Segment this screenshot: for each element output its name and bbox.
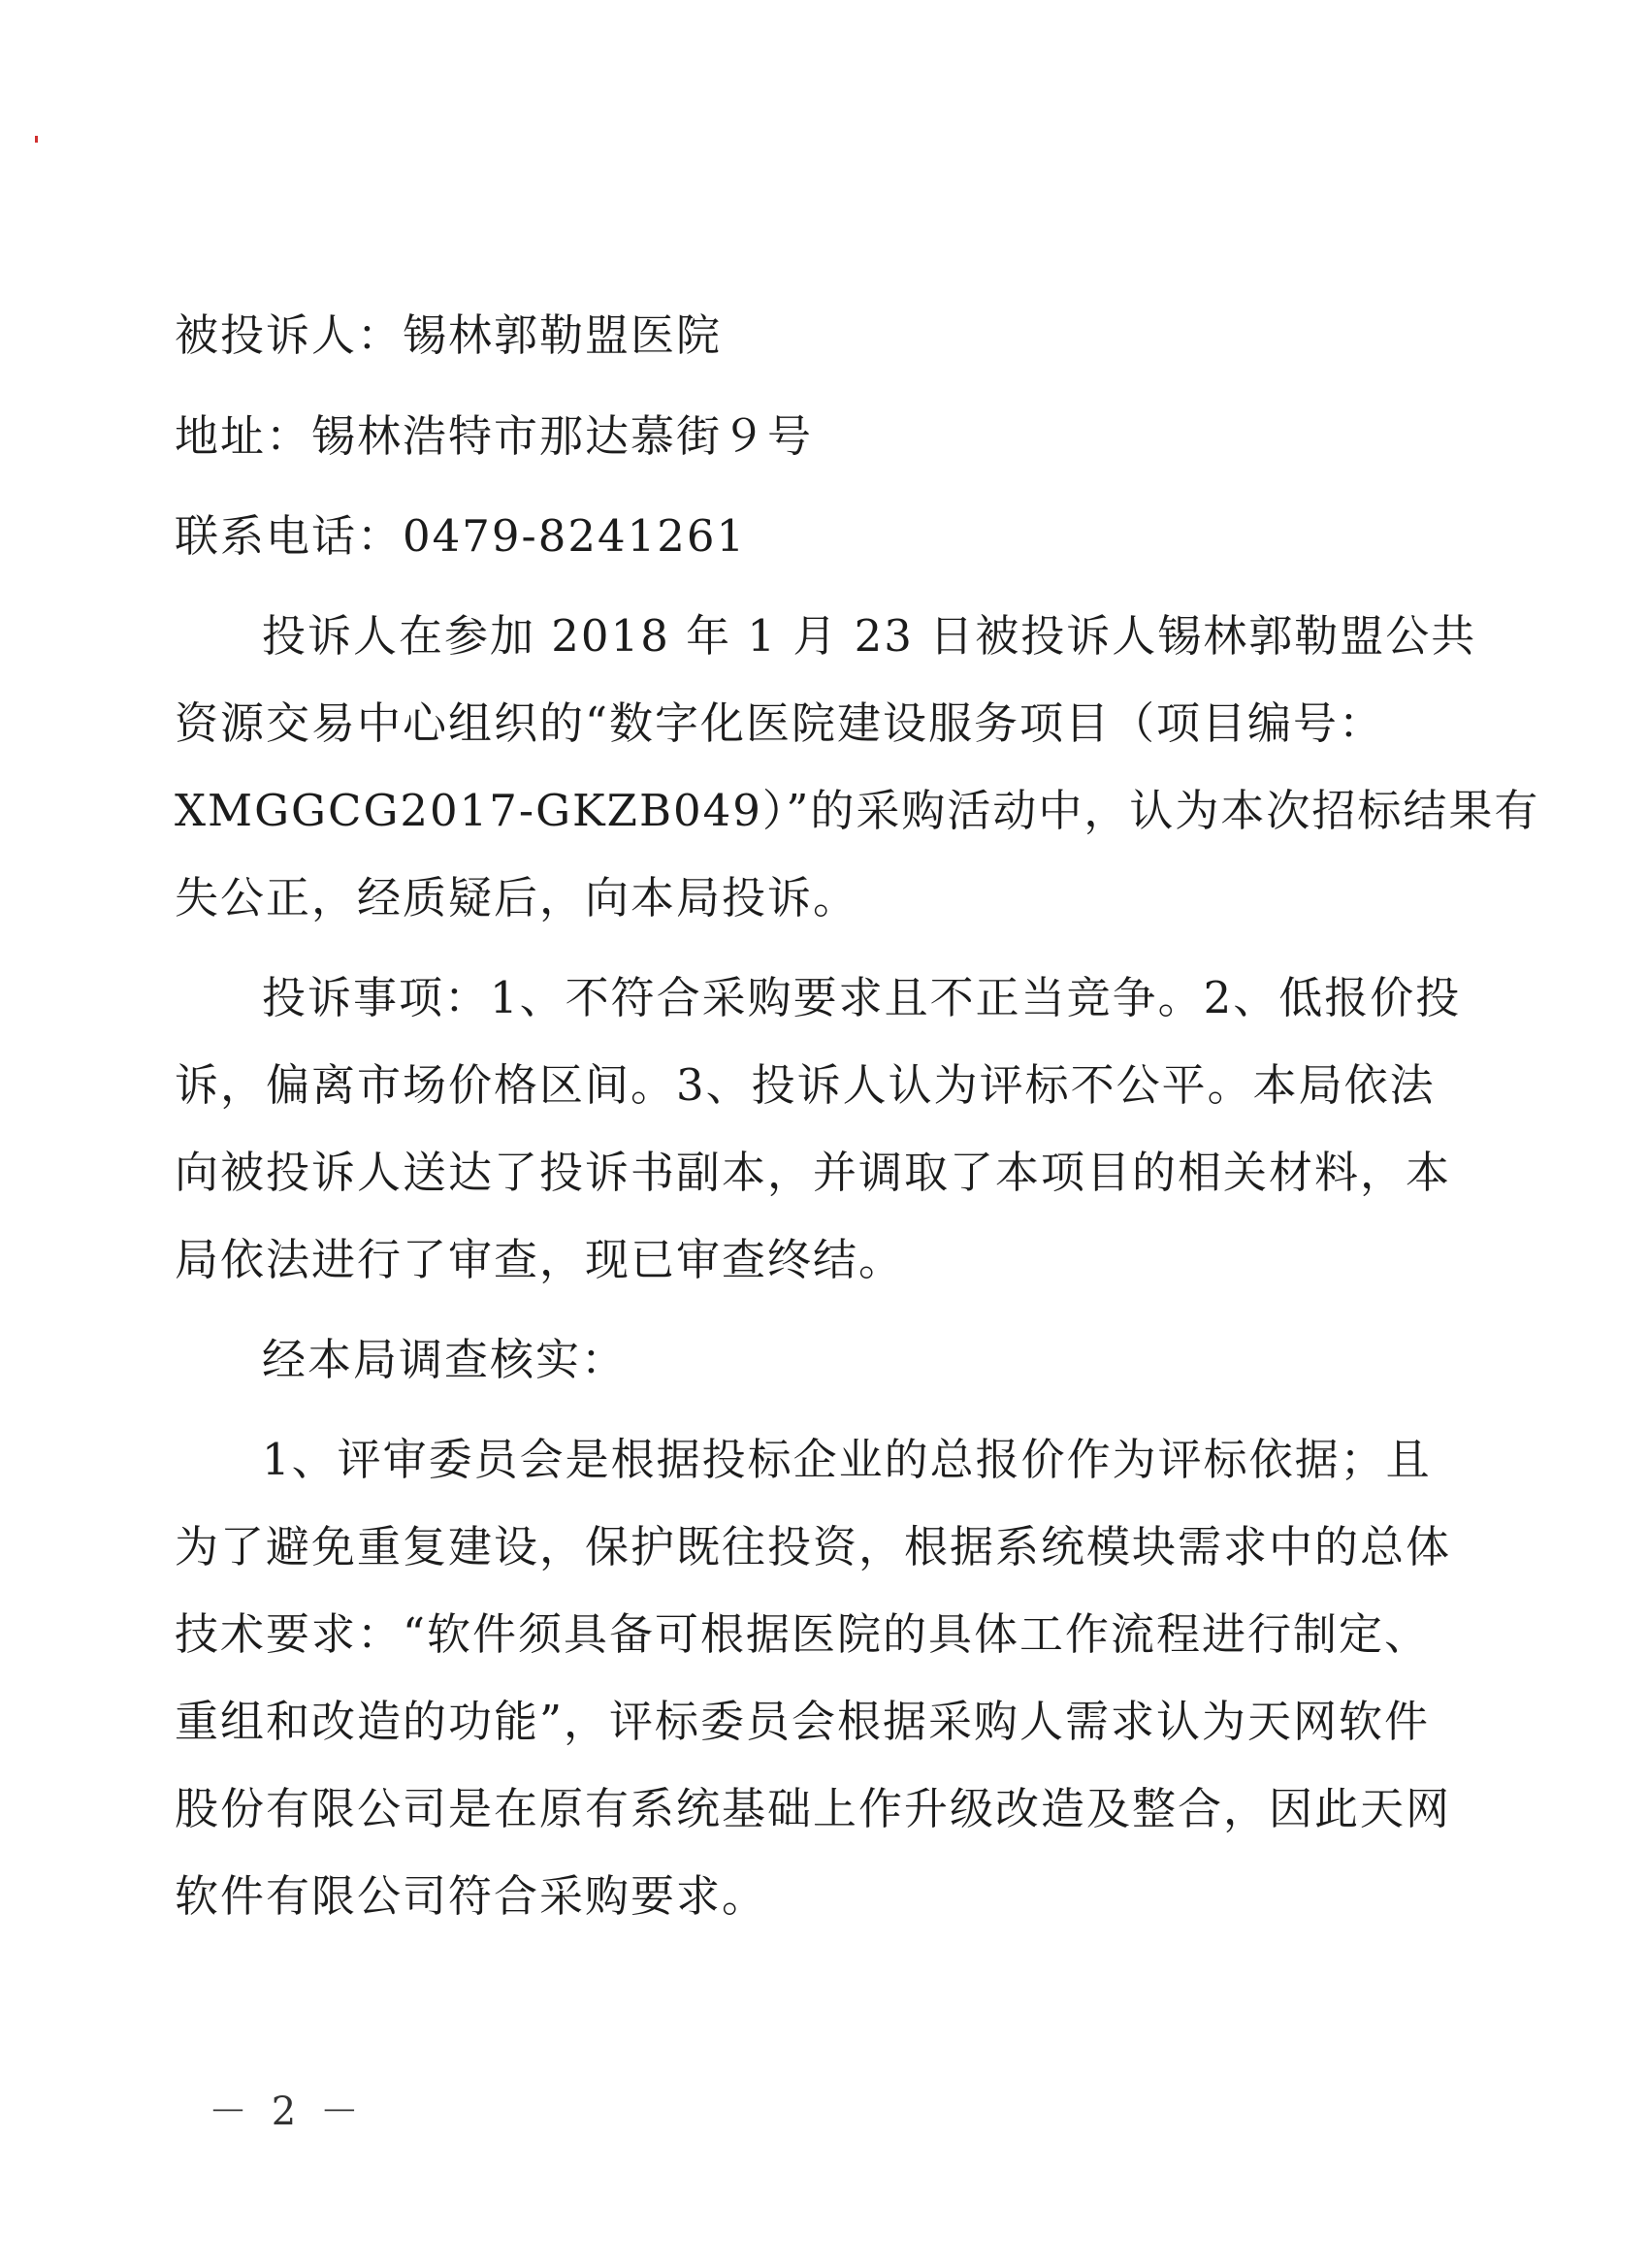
paragraph-1-line: 资源交易中心组织的“数字化医院建设服务项目（项目编号：: [175, 697, 1385, 749]
paragraph-4-line: 软件有限公司符合采购要求。: [175, 1870, 768, 1922]
paragraph-2-line: 向被投诉人送达了投诉书副本，并调取了本项目的相关材料，本: [175, 1147, 1452, 1198]
paragraph-4-line: 为了避免重复建设，保护既往投资，根据系统模块需求中的总体: [175, 1521, 1452, 1572]
respondent-line: 被投诉人：锡林郭勒盟医院: [175, 309, 723, 361]
phone-line: 联系电话：0479-8241261: [175, 510, 747, 562]
paragraph-4-line: 股份有限公司是在原有系统基础上作升级改造及整合，因此天网: [175, 1783, 1452, 1834]
paragraph-1-line: 投诉人在参加 2018 年 1 月 23 日被投诉人锡林郭勒盟公共: [262, 610, 1477, 662]
paragraph-4-line: 技术要求：“软件须具备可根据医院的具体工作流程进行制定、: [175, 1608, 1431, 1660]
red-ink-mark: [35, 136, 38, 143]
paragraph-2-line: 局依法进行了审查，现已审查终结。: [175, 1234, 905, 1285]
paragraph-4-line: 1、评审委员会是根据投标企业的总报价作为评标依据；且: [262, 1434, 1432, 1485]
paragraph-2-line: 投诉事项：1、不符合采购要求且不正当竞争。2、低报价投: [262, 972, 1462, 1023]
paragraph-1-line: XMGGCG2017-GKZB049）”的采购活动中，认为本次招标结果有: [175, 785, 1540, 836]
paragraph-4-line: 重组和改造的功能”，评标委员会根据采购人需求认为天网软件: [175, 1696, 1431, 1747]
paragraph-1-line: 失公正，经质疑后，向本局投诉。: [175, 872, 859, 923]
page-number: － 2 －: [209, 2090, 365, 2134]
address-line: 地址：锡林浩特市那达慕街９号: [175, 410, 814, 462]
paragraph-3-line: 经本局调查核实：: [262, 1334, 628, 1385]
paragraph-2-line: 诉，偏离市场价格区间。3、投诉人认为评标不公平。本局依法: [175, 1059, 1436, 1111]
